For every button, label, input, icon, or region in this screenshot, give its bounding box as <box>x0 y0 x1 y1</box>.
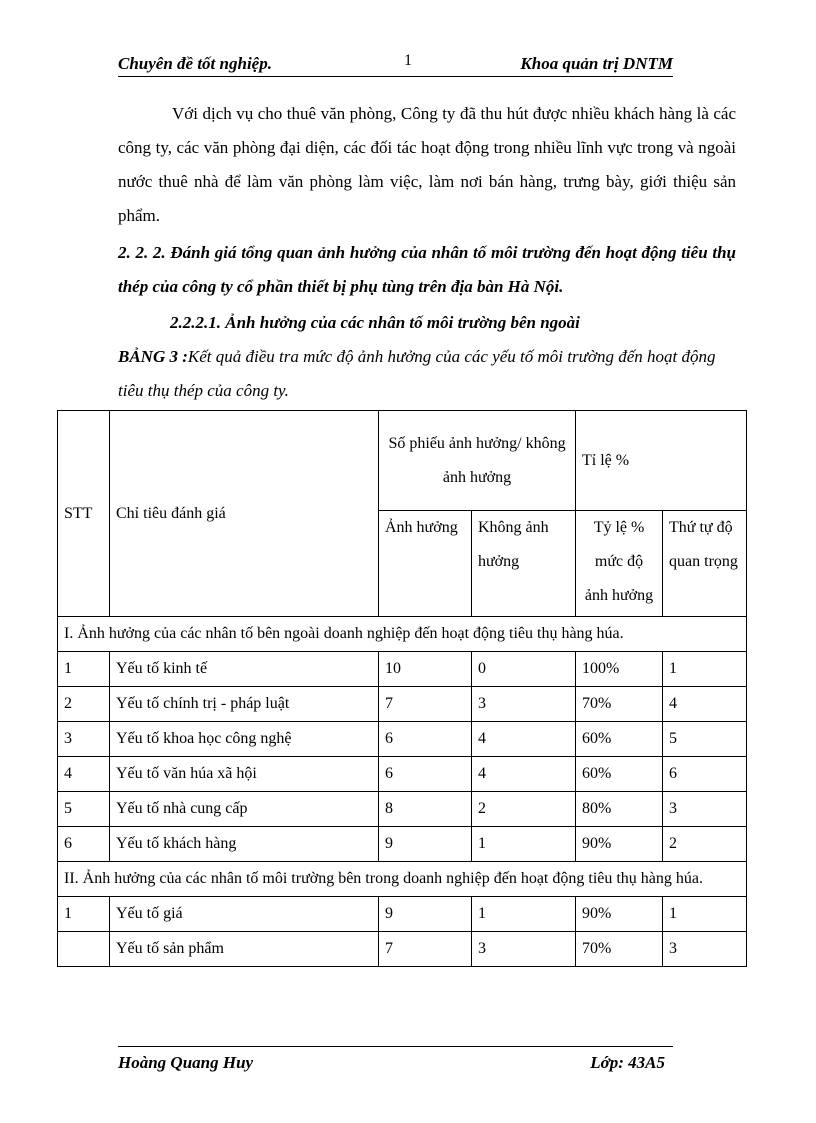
cell-stt: 1 <box>58 897 110 932</box>
cell-affected: 6 <box>379 757 472 792</box>
cell-rank: 3 <box>663 792 747 827</box>
table-row <box>58 932 747 967</box>
cell-not-affected: 1 <box>472 827 576 862</box>
header-votes: Số phiếu ảnh hưởng/ không ảnh hưởng <box>379 411 576 511</box>
cell-criteria: Yếu tố khách hàng <box>110 827 379 862</box>
header-left: Chuyên đề tốt nghiệp. <box>118 54 272 73</box>
table-row <box>58 722 747 757</box>
footer-class: Lớp: 43A5 <box>590 1053 665 1072</box>
cell-percent: 70% <box>576 687 663 722</box>
cell-affected: 10 <box>379 652 472 687</box>
footer-author: Hoàng Quang Huy <box>118 1053 254 1072</box>
cell-affected: 9 <box>379 897 472 932</box>
cell-rank: 1 <box>663 897 747 932</box>
cell-rank: 5 <box>663 722 747 757</box>
header-right: Khoa quản trị DNTM <box>520 54 673 73</box>
table-row <box>58 897 747 932</box>
cell-affected: 7 <box>379 687 472 722</box>
page-number: 1 <box>404 52 412 69</box>
cell-rank: 1 <box>663 652 747 687</box>
header-ratio: Tỉ lệ % <box>576 411 747 511</box>
cell-not-affected: 0 <box>472 652 576 687</box>
header-rate: Tỷ lệ % mức độ ảnh hưởng <box>576 511 663 617</box>
header-criteria: Chỉ tiêu đánh giá <box>110 411 379 617</box>
page-footer <box>118 1046 673 1072</box>
cell-stt <box>58 932 110 967</box>
section-heading: 2. 2. 2. Đánh giá tổng quan ảnh hưởng của nhân tố môi trường đến hoạt động tiêu thụ thép của công ty cổ phần thiết bị phụ tùng trên địa bàn Hà Nội. <box>118 243 736 296</box>
cell-stt: 2 <box>58 687 110 722</box>
cell-not-affected: 4 <box>472 722 576 757</box>
cell-criteria: Yếu tố sản phẩm <box>110 932 379 967</box>
cell-criteria: Yếu tố khoa học công nghệ <box>110 722 379 757</box>
cell-affected: 7 <box>379 932 472 967</box>
cell-affected: 8 <box>379 792 472 827</box>
survey-table <box>57 410 747 967</box>
cell-rank: 3 <box>663 932 747 967</box>
page-header <box>118 52 673 77</box>
cell-not-affected: 3 <box>472 932 576 967</box>
cell-not-affected: 3 <box>472 687 576 722</box>
header-not-affected: Không ảnh hưởng <box>472 511 576 617</box>
cell-percent: 70% <box>576 932 663 967</box>
table-row <box>58 827 747 862</box>
cell-criteria: Yếu tố giá <box>110 897 379 932</box>
cell-percent: 60% <box>576 722 663 757</box>
subsection-heading: 2.2.2.1. Ảnh hưởng của các nhân tố môi trường bên ngoài <box>170 313 580 332</box>
header-affected: Ảnh hưởng <box>379 511 472 617</box>
cell-percent: 60% <box>576 757 663 792</box>
cell-criteria: Yếu tố văn húa xã hội <box>110 757 379 792</box>
cell-affected: 6 <box>379 722 472 757</box>
cell-stt: 5 <box>58 792 110 827</box>
cell-criteria: Yếu tố kinh tế <box>110 652 379 687</box>
table-row <box>58 687 747 722</box>
section-row-internal: II. Ảnh hưởng của các nhân tố môi trường bên trong doanh nghiệp đến hoạt động tiêu thụ hàng húa. <box>58 862 747 897</box>
cell-criteria: Yếu tố nhà cung cấp <box>110 792 379 827</box>
cell-percent: 90% <box>576 897 663 932</box>
cell-rank: 4 <box>663 687 747 722</box>
cell-not-affected: 1 <box>472 897 576 932</box>
table-row <box>58 792 747 827</box>
cell-percent: 90% <box>576 827 663 862</box>
cell-stt: 3 <box>58 722 110 757</box>
table-row <box>58 652 747 687</box>
body-paragraph: Với dịch vụ cho thuê văn phòng, Công ty đã thu hút được nhiều khách hàng là các công ty, các văn phòng đại diện, các đối tác hoạt động trong nhiều lĩnh vực trong và ngoài nước thuê nhà để làm văn phòng làm việc, làm nơi bán hàng, trưng bày, giới thiệu sản phẩm. <box>118 104 736 225</box>
cell-rank: 6 <box>663 757 747 792</box>
caption-text: Kết quả điều tra mức độ ảnh hưởng của các yếu tố môi trường đến hoạt động tiêu thụ thép của công ty. <box>118 347 716 400</box>
cell-stt: 1 <box>58 652 110 687</box>
caption-label: BẢNG 3 : <box>118 347 188 366</box>
table-caption <box>118 340 736 408</box>
cell-affected: 9 <box>379 827 472 862</box>
header-stt: STT <box>58 411 110 617</box>
header-rank: Thứ tự độ quan trọng <box>663 511 747 617</box>
cell-stt: 4 <box>58 757 110 792</box>
table-row <box>58 757 747 792</box>
section-row-external: I. Ảnh hưởng của các nhân tố bên ngoài doanh nghiệp đến hoạt động tiêu thụ hàng húa. <box>58 617 747 652</box>
cell-not-affected: 2 <box>472 792 576 827</box>
cell-percent: 80% <box>576 792 663 827</box>
cell-percent: 100% <box>576 652 663 687</box>
cell-rank: 2 <box>663 827 747 862</box>
cell-criteria: Yếu tố chính trị - pháp luật <box>110 687 379 722</box>
cell-stt: 6 <box>58 827 110 862</box>
cell-not-affected: 4 <box>472 757 576 792</box>
